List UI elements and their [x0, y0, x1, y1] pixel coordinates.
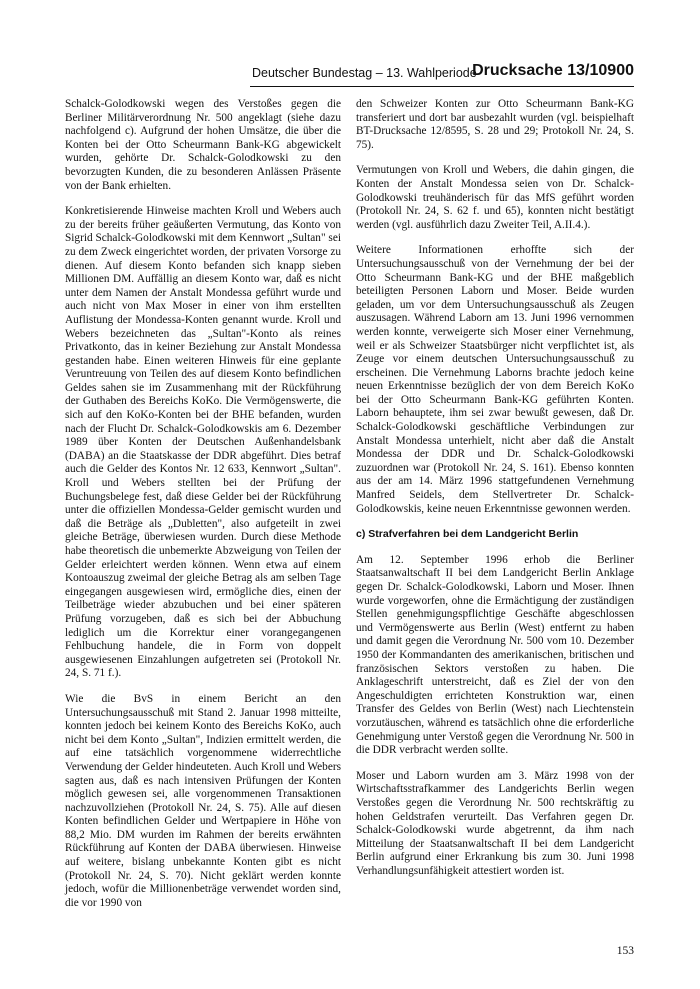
document-number: Drucksache 13/10900 [472, 62, 634, 79]
paragraph: Konkretisierende Hinweise machten Kroll und Webers auch zu der bereits früher geäußerten Vermutung, das Konto von Sigrid Schalck-Golodkowski mit dem Kennwort „Sultan" sei zu dem Zweck eingerichtet worden, der privaten Vorsorge zu dienen. Auf diesem Konto befanden sich knapp sieben Millionen DM. Auffällig an diesem Konto war, daß es nicht unter dem Namen der Anstalt Mondessa geführt wurde und auch nicht von Max Moser in einer von ihm erstellten Auflistung der Mondessa-Konten genannt wurde. Kroll und Webers bezeichneten das „Sultan"-Konto als reines Privatkonto, das in keiner Beziehung zur Anstalt Mondessa gestanden habe. Einen weiteren Hinweis für eine geplante Veruntreuung von Teilen des auf diesem Konto befindlichen Geldes sahen sie im Zusammenhang mit der Rückführung der Guthaben des Bereichs KoKo. Die Vermögenswerte, die sich auf den KoKo-Konten bei der BHE befanden, wurden nach der Flucht Dr. Schalck-Golodkowskis am 6. Dezember 1989 über Konten der Deutschen Außenhandelsbank (DABA) an die Staatskasse der DDR abgeführt. Dies betraf auch die Gelder des Kontos Nr. 12 633, Kennwort „Sultan". Kroll und Webers stellten bei der Prüfung der Buchungsbelege fest, daß diese Gelder bei der Rückführung unter die offiziellen Mondessa-Gelder gemischt wurden und daß die Beträge als „Dubletten", also aufgeteilt in zwei gleiche Beträge, überwiesen wurden. Durch diese Methode habe theoretisch die unbemerkte Abzweigung von Teilen der Gelder erleichtert werden können. Wenn etwa auf einem Kontoauszug zweimal der gleiche Betrag als am selben Tage eingegangen ausgewiesen wird, ermögliche dies, einen der Teilbeträge wieder abzubuchen und bei einer späteren Prüfung vorzugeben, daß es sich bei der Abbuchung lediglich um die Korrektur einer vorangegangenen Fehlbuchung handele, die in Form von doppelt ausgewiesenen Einzahlungen aufgetreten sei (Protokoll Nr. 24, S. 71 f.). [65, 205, 341, 680]
running-header-title: Deutscher Bundestag – 13. Wahlperiode [252, 66, 477, 80]
section-heading: c) Strafverfahren bei dem Landgericht Berlin [356, 528, 579, 541]
page-number: 153 [616, 945, 634, 957]
paragraph: Schalck-Golodkowski wegen des Verstoßes gegen die Berliner Militärverordnung Nr. 500 angeklagt (siehe dazu nachfolgend c). Aufgrund der hohen Umsätze, die über die Konten bei der Otto Scheurmann Bank-KG abgewickelt wurden, gehörte Dr. Schalck-Golodkowski zu den bevorzugten Kunden, die zu besonderen Anlässen Präsente von der Bank erhielten. [65, 98, 341, 192]
paragraph: Weitere Informationen erhoffte sich der Untersuchungsausschuß von der Vernehmung der bei der Otto Scheurmann Bank-KG und der BHE maßgeblich beteiligten Personen Laborn und Moser. Beide wurden geladen, um vor dem Untersuchungsausschuß als Zeugen auszusagen. Während Laborn am 13. Juni 1996 vernommen werden konnte, verweigerte sich Moser einer Vernehmung, weil er als Schweizer Staatsbürger nicht verpflichtet ist, als Zeuge vor einem deutschen Untersuchungsausschuß zu erscheinen. Die Vernehmung Laborns brachte jedoch keine neuen Erkenntnisse bezüglich der von dem Bereich KoKo bei der Otto Scheurmann Bank-KG geführten Konten. Laborn behauptete, ihm sei zwar bewußt gewesen, daß Dr. Schalck-Golodkowski geschäftliche Verbindungen zur Anstalt Mondessa unterhielt, nicht aber daß die Anstalt Mondessa der DDR und Dr. Schalck-Golodkowski zuzuordnen war (Protokoll Nr. 24, S. 161). Ebenso konnten aus der am 14. März 1996 stattgefundenen Vernehmung Manfred Seidels, dem Stellvertreter Dr. Schalck-Golodkowskis, keine neuen Erkenntnisse gewonnen werden. [356, 244, 634, 515]
right-column [356, 98, 634, 890]
left-column [65, 98, 341, 922]
paragraph: Moser und Laborn wurden am 3. März 1998 von der Wirtschaftsstrafkammer des Landgerichts Berlin wegen Verstoßes gegen die Verordnung Nr. 500 rechtskräftig zu hohen Geldstrafen verurteilt. Das Verfahren gegen Dr. Schalck-Golodkowski wurde abgetrennt, da ihm nach Mitteilung der Staatsanwaltschaft II bei dem Landgericht Berlin aufgrund einer Erkrankung bis zum 30. Juni 1998 Verhandlungsunfähigkeit attestiert worden ist. [356, 769, 634, 877]
paragraph: Am 12. September 1996 erhob die Berliner Staatsanwaltschaft II bei dem Landgericht Berlin Anklage gegen Dr. Schalck-Golodkowski, Laborn und Moser. Ihnen wurde vorgeworfen, ohne die Ermächtigung der zuständigen Stellen genehmigungspflichtige Geschäfte abgeschlossen und Vermögenswerte aus Berlin (West) entfernt zu haben und damit gegen die Verordnung Nr. 500 vom 10. Dezember 1950 der Kommandanten des amerikanischen, britischen und französischen Sektors verstoßen zu haben. Die Anklageschrift unterstreicht, daß es Ziel der von den Angeschuldigten errichteten Konstruktion war, einen Transfer des Geldes von Berlin (West) nach Liechtenstein vorzutäuschen, während es tatsächlich ohne die erforderliche Genehmigung unter Verstoß gegen die Verordnung Nr. 500 in die DDR verbracht werden sollte. [356, 553, 634, 757]
paragraph: Vermutungen von Kroll und Webers, die dahin gingen, die Konten der Anstalt Mondessa seien von Dr. Schalck-Golodkowski treuhänderisch für das MfS geführt worden (Protokoll Nr. 24, S. 62 f. und 65), konnten nicht bestätigt werden (vgl. ausführlich dazu Zweiter Teil, A.II.4.). [356, 164, 634, 231]
paragraph: den Schweizer Konten zur Otto Scheurmann Bank-KG transferiert und dort bar ausbezahlt wurden (vgl. beispielhaft BT-Drucksache 12/8595, S. 28 und 29; Protokoll Nr. 24, S. 75). [356, 98, 634, 151]
paragraph: Wie die BvS in einem Bericht an den Untersuchungsausschuß mit Stand 2. Januar 1998 mitteilte, konnten jedoch bei keinem Konto des Bereichs KoKo, auch nicht bei dem Konto „Sultan", Indizien ermittelt werden, die auf eine tatsächlich vorgenommene widerrechtliche Verwendung der Gelder hindeuteten. Auch Kroll und Webers sagten aus, daß es nach intensiven Prüfungen der Konten möglich gewesen sei, alle vorgenommenen Transaktionen nachzuvollziehen (Protokoll Nr. 24, S. 75). Alle auf diesen Konten befindlichen Gelder und Wertpapiere in Höhe von 88,2 Mio. DM wurden im Rahmen der bereits erwähnten Rückführung auf Konten der DABA überwiesen. Hinweise auf weitere, bislang unbekannte Konten gibt es nicht (Protokoll Nr. 24, S. 70). Nicht geklärt werden konnte jedoch, wofür die Millionenbeträge verwendet worden sind, die vor 1990 von [65, 692, 341, 909]
header-rule [250, 86, 634, 87]
